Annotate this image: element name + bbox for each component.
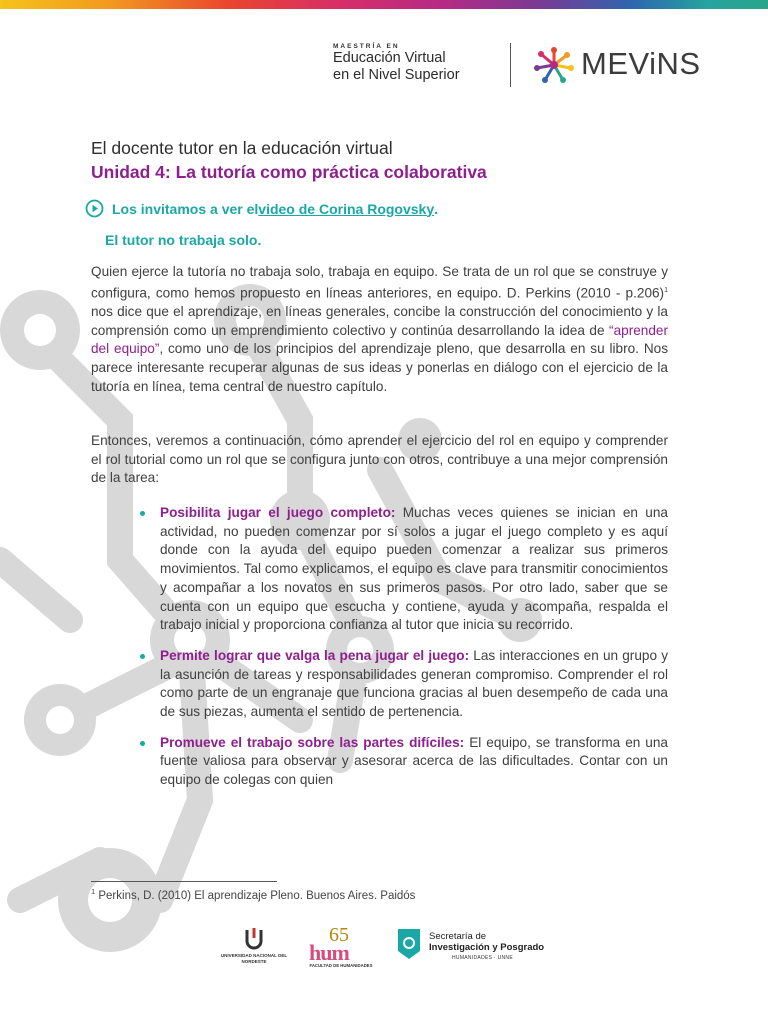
bullet-lead: Promueve el trabajo sobre las partes difíciles: [160, 734, 465, 750]
video-invitation [85, 199, 438, 218]
program-name-line1: Educación Virtual [333, 50, 446, 66]
video-intro-text: Los invitamos a ver el [112, 200, 259, 217]
video-end-text: . [434, 200, 439, 217]
hum-word: hum [309, 940, 349, 965]
bullet-dot [140, 511, 145, 516]
sip-line3: HUMANIDADES · UNNE [452, 955, 513, 961]
bullet-lead: Posibilita jugar el juego completo: [160, 505, 396, 520]
mevins-flower-icon [533, 46, 575, 84]
footnote-text: Perkins, D. (2010) El aprendizaje Pleno. Buenos Aires. Paidós [95, 889, 416, 902]
section-subheading: El tutor no trabaja solo. [105, 232, 262, 248]
bullet-list [160, 504, 668, 802]
footnote-ref[interactable]: 1 [664, 286, 668, 294]
header-logo [333, 40, 733, 90]
list-item [160, 647, 668, 722]
footnote-number: 1 [91, 887, 96, 896]
bullet-dot [140, 654, 145, 659]
footer-logos [0, 926, 768, 976]
bullet-dot [140, 741, 145, 746]
sip-badge-icon [398, 929, 420, 959]
logo-divider [510, 43, 511, 87]
paragraph-1-part-a: Quien ejerce la tutoría no trabaja solo, trabaja en equipo. Se trata de un rol que se construye y configura, como hemos propuesto en líneas anteriores, en equipo. D. Perkins (2010 - p.206) [91, 264, 668, 301]
bullet-text: Muchas veces quienes se inician en una actividad, no pueden comenzar por sí solos a jugar el juego completo y es aquí donde con la ayuda del equipo pueden comenzar a realizar sus primeros movimientos. Tal como explicamos, el equipo es clave para transmitir conocimientos y acompañar a los novatos en sus primeros pasos. Por otro lado, saber que se cuenta con un equipo que escucha y contiene, ayuda y acompaña, respalda el trabajo inicial y proporciona confianza al tutor que inicia su recorrido. [160, 505, 668, 633]
paragraph-1 [91, 263, 668, 396]
play-icon[interactable] [85, 199, 104, 218]
paragraph-2: Entonces, veremos a continuación, cómo aprender el ejercicio del rol en equipo y comprender el rol tutorial como un rol que se configura junto con otros, contribuye a una mejor comprensión de la tarea: [91, 433, 668, 486]
bullet-text: Las interacciones en un grupo y la asunción de tareas y responsabilidades generan compromiso. Comprender el rol como parte de un engranaje que funciona gracias al buen desempeño de cada una de sus piezas, aumenta el sentido de pertenencia. [160, 647, 668, 720]
list-item [160, 734, 668, 790]
program-name-line2: en el Nivel Superior [333, 67, 460, 83]
video-link[interactable]: video de Corina Rogovsky [258, 200, 435, 217]
paragraph-1-part-c: , como uno de los principios del aprendizaje pleno, que desarrolla en su libro. Nos parece interesante recuperar algunas de sus ideas y ponerlas en diálogo con el ejercicio de la tutoría en línea, tema central de nuestro capítulo. [91, 341, 668, 394]
document-title: El docente tutor en la educación virtual [91, 138, 393, 158]
footnote-rule [91, 881, 277, 882]
hum-subtitle: FACULTAD DE HUMANIDADES [309, 963, 373, 968]
bullet-lead: Permite lograr que valga la pena jugar el juego: [160, 647, 470, 663]
sip-line2: Investigación y Posgrado [429, 942, 545, 953]
paragraph-1-part-b: nos dice que el aprendizaje, en líneas generales, concibe la construcción del conocimiento y la comprensión como un emprendimiento colectivo y continúa desarrollando la idea de [91, 303, 668, 338]
bullet-text: El equipo, se transforma en una fuente valiosa para observar y asesorar acerca de las dificultades. Contar con un equipo de colegas con quien [160, 734, 668, 788]
unit-title: Unidad 4: La tutoría como práctica colaborativa [91, 162, 487, 182]
list-item [160, 504, 668, 635]
sip-line1: Secretaría de [429, 931, 487, 942]
sip-logo [398, 929, 548, 973]
footnote [91, 887, 415, 902]
unne-name: UNIVERSIDAD NACIONAL DEL NORDESTE [220, 953, 288, 964]
humanidades-logo [309, 926, 373, 974]
quote-text: “aprender del equipo” [91, 322, 668, 357]
brand-name: MEViNS [581, 46, 701, 81]
hum-years: 65 [329, 924, 349, 946]
program-small-label: MAESTRÍA EN [333, 43, 400, 50]
unne-emblem-icon [245, 928, 263, 950]
unne-logo [219, 928, 289, 972]
